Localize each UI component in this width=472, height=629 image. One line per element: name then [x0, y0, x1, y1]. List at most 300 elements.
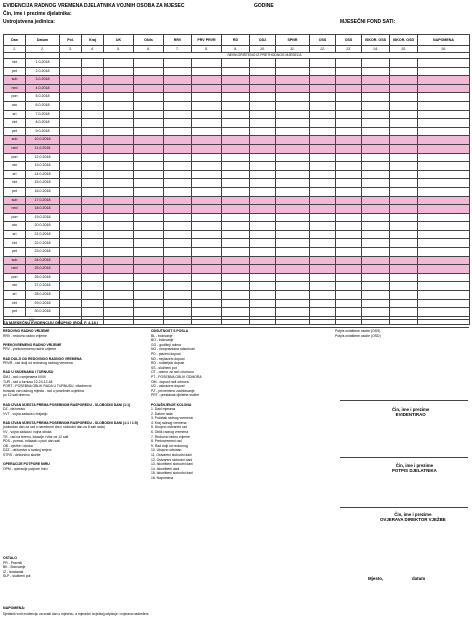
entry-cell[interactable]	[362, 136, 390, 145]
entry-cell[interactable]	[164, 308, 192, 317]
entry-cell[interactable]	[134, 196, 164, 205]
entry-cell[interactable]	[134, 84, 164, 93]
entry-cell[interactable]	[362, 196, 390, 205]
entry-cell[interactable]	[310, 153, 336, 162]
entry-cell[interactable]	[222, 239, 250, 248]
entry-cell[interactable]	[390, 239, 418, 248]
entry-cell[interactable]	[336, 84, 362, 93]
entry-cell[interactable]	[164, 170, 192, 179]
entry-cell[interactable]	[310, 101, 336, 110]
entry-cell[interactable]	[362, 170, 390, 179]
entry-cell[interactable]	[276, 248, 310, 257]
entry-cell[interactable]	[82, 222, 104, 231]
entry-cell[interactable]	[418, 205, 470, 214]
entry-cell[interactable]	[336, 308, 362, 317]
entry-cell[interactable]	[390, 205, 418, 214]
entry-cell[interactable]	[390, 256, 418, 265]
entry-cell[interactable]	[362, 119, 390, 128]
entry-cell[interactable]	[164, 248, 192, 257]
entry-cell[interactable]	[336, 205, 362, 214]
entry-cell[interactable]	[418, 213, 470, 222]
entry-cell[interactable]	[418, 248, 470, 257]
entry-cell[interactable]	[82, 84, 104, 93]
entry-cell[interactable]	[310, 196, 336, 205]
entry-cell[interactable]	[276, 76, 310, 85]
entry-cell[interactable]	[310, 291, 336, 300]
entry-cell[interactable]	[104, 179, 134, 188]
entry-cell[interactable]	[60, 230, 82, 239]
entry-cell[interactable]	[276, 144, 310, 153]
entry-cell[interactable]	[336, 256, 362, 265]
entry-cell[interactable]	[192, 67, 222, 76]
entry-cell[interactable]	[362, 187, 390, 196]
entry-cell[interactable]	[418, 196, 470, 205]
entry-cell[interactable]	[192, 291, 222, 300]
entry-cell[interactable]	[164, 84, 192, 93]
entry-cell[interactable]	[418, 282, 470, 291]
entry-cell[interactable]	[192, 179, 222, 188]
entry-cell[interactable]	[222, 144, 250, 153]
entry-cell[interactable]	[134, 299, 164, 308]
entry-cell[interactable]	[192, 273, 222, 282]
entry-cell[interactable]	[82, 256, 104, 265]
entry-cell[interactable]	[222, 110, 250, 119]
entry-cell[interactable]	[82, 162, 104, 171]
entry-cell[interactable]	[276, 119, 310, 128]
entry-cell[interactable]	[418, 76, 470, 85]
entry-cell[interactable]	[222, 196, 250, 205]
entry-cell[interactable]	[250, 59, 276, 68]
entry-cell[interactable]	[104, 162, 134, 171]
entry-cell[interactable]	[164, 299, 192, 308]
entry-cell[interactable]	[250, 308, 276, 317]
entry-cell[interactable]	[276, 127, 310, 136]
entry-cell[interactable]	[104, 84, 134, 93]
entry-cell[interactable]	[336, 282, 362, 291]
entry-cell[interactable]	[390, 136, 418, 145]
entry-cell[interactable]	[418, 179, 470, 188]
entry-cell[interactable]	[222, 101, 250, 110]
entry-cell[interactable]	[60, 213, 82, 222]
entry-cell[interactable]	[222, 282, 250, 291]
entry-cell[interactable]	[310, 248, 336, 257]
entry-cell[interactable]	[104, 196, 134, 205]
entry-cell[interactable]	[222, 67, 250, 76]
entry-cell[interactable]	[134, 256, 164, 265]
entry-cell[interactable]	[82, 67, 104, 76]
entry-cell[interactable]	[310, 93, 336, 102]
entry-cell[interactable]	[164, 119, 192, 128]
entry-cell[interactable]	[362, 93, 390, 102]
entry-cell[interactable]	[250, 291, 276, 300]
entry-cell[interactable]	[310, 119, 336, 128]
entry-cell[interactable]	[336, 248, 362, 257]
entry-cell[interactable]	[104, 205, 134, 214]
entry-cell[interactable]	[276, 222, 310, 231]
entry-cell[interactable]	[134, 187, 164, 196]
entry-cell[interactable]	[250, 239, 276, 248]
entry-cell[interactable]	[310, 127, 336, 136]
entry-cell[interactable]	[418, 136, 470, 145]
entry-cell[interactable]	[60, 196, 82, 205]
entry-cell[interactable]	[310, 59, 336, 68]
entry-cell[interactable]	[222, 291, 250, 300]
entry-cell[interactable]	[390, 67, 418, 76]
entry-cell[interactable]	[104, 170, 134, 179]
entry-cell[interactable]	[276, 170, 310, 179]
entry-cell[interactable]	[362, 222, 390, 231]
entry-cell[interactable]	[336, 93, 362, 102]
entry-cell[interactable]	[104, 101, 134, 110]
entry-cell[interactable]	[336, 299, 362, 308]
entry-cell[interactable]	[390, 144, 418, 153]
entry-cell[interactable]	[82, 248, 104, 257]
entry-cell[interactable]	[310, 205, 336, 214]
entry-cell[interactable]	[310, 230, 336, 239]
entry-cell[interactable]	[60, 144, 82, 153]
entry-cell[interactable]	[310, 256, 336, 265]
entry-cell[interactable]	[418, 170, 470, 179]
entry-cell[interactable]	[134, 136, 164, 145]
entry-cell[interactable]	[250, 230, 276, 239]
entry-cell[interactable]	[362, 256, 390, 265]
entry-cell[interactable]	[104, 299, 134, 308]
entry-cell[interactable]	[60, 101, 82, 110]
entry-cell[interactable]	[276, 93, 310, 102]
entry-cell[interactable]	[418, 84, 470, 93]
entry-cell[interactable]	[418, 153, 470, 162]
entry-cell[interactable]	[336, 119, 362, 128]
entry-cell[interactable]	[418, 265, 470, 274]
entry-cell[interactable]	[134, 59, 164, 68]
entry-cell[interactable]	[82, 153, 104, 162]
entry-cell[interactable]	[336, 59, 362, 68]
entry-cell[interactable]	[276, 162, 310, 171]
entry-cell[interactable]	[390, 213, 418, 222]
entry-cell[interactable]	[362, 59, 390, 68]
entry-cell[interactable]	[192, 265, 222, 274]
entry-cell[interactable]	[336, 187, 362, 196]
entry-cell[interactable]	[164, 76, 192, 85]
entry-cell[interactable]	[82, 101, 104, 110]
entry-cell[interactable]	[250, 110, 276, 119]
entry-cell[interactable]	[336, 136, 362, 145]
entry-cell[interactable]	[250, 205, 276, 214]
entry-cell[interactable]	[310, 67, 336, 76]
entry-cell[interactable]	[276, 213, 310, 222]
entry-cell[interactable]	[192, 101, 222, 110]
entry-cell[interactable]	[250, 136, 276, 145]
entry-cell[interactable]	[418, 67, 470, 76]
entry-cell[interactable]	[82, 144, 104, 153]
entry-cell[interactable]	[164, 127, 192, 136]
entry-cell[interactable]	[336, 222, 362, 231]
entry-cell[interactable]	[104, 76, 134, 85]
entry-cell[interactable]	[336, 273, 362, 282]
entry-cell[interactable]	[60, 282, 82, 291]
entry-cell[interactable]	[390, 291, 418, 300]
entry-cell[interactable]	[336, 76, 362, 85]
entry-cell[interactable]	[104, 248, 134, 257]
entry-cell[interactable]	[60, 273, 82, 282]
entry-cell[interactable]	[362, 67, 390, 76]
entry-cell[interactable]	[362, 179, 390, 188]
entry-cell[interactable]	[362, 308, 390, 317]
entry-cell[interactable]	[164, 205, 192, 214]
entry-cell[interactable]	[192, 110, 222, 119]
entry-cell[interactable]	[104, 110, 134, 119]
entry-cell[interactable]	[390, 84, 418, 93]
entry-cell[interactable]	[164, 196, 192, 205]
entry-cell[interactable]	[390, 308, 418, 317]
entry-cell[interactable]	[336, 101, 362, 110]
entry-cell[interactable]	[418, 119, 470, 128]
entry-cell[interactable]	[250, 119, 276, 128]
entry-cell[interactable]	[390, 93, 418, 102]
entry-cell[interactable]	[362, 162, 390, 171]
entry-cell[interactable]	[310, 179, 336, 188]
entry-cell[interactable]	[390, 153, 418, 162]
entry-cell[interactable]	[192, 230, 222, 239]
entry-cell[interactable]	[276, 110, 310, 119]
entry-cell[interactable]	[104, 127, 134, 136]
entry-cell[interactable]	[390, 119, 418, 128]
entry-cell[interactable]	[250, 222, 276, 231]
entry-cell[interactable]	[336, 196, 362, 205]
entry-cell[interactable]	[164, 162, 192, 171]
entry-cell[interactable]	[192, 144, 222, 153]
entry-cell[interactable]	[390, 162, 418, 171]
entry-cell[interactable]	[418, 299, 470, 308]
entry-cell[interactable]	[250, 170, 276, 179]
entry-cell[interactable]	[250, 93, 276, 102]
entry-cell[interactable]	[336, 230, 362, 239]
entry-cell[interactable]	[222, 59, 250, 68]
entry-cell[interactable]	[164, 187, 192, 196]
entry-cell[interactable]	[336, 153, 362, 162]
entry-cell[interactable]	[222, 84, 250, 93]
entry-cell[interactable]	[192, 196, 222, 205]
entry-cell[interactable]	[250, 248, 276, 257]
entry-cell[interactable]	[418, 291, 470, 300]
entry-cell[interactable]	[164, 265, 192, 274]
entry-cell[interactable]	[222, 179, 250, 188]
entry-cell[interactable]	[60, 110, 82, 119]
entry-cell[interactable]	[82, 170, 104, 179]
entry-cell[interactable]	[390, 248, 418, 257]
entry-cell[interactable]	[82, 187, 104, 196]
entry-cell[interactable]	[276, 291, 310, 300]
entry-cell[interactable]	[250, 127, 276, 136]
entry-cell[interactable]	[60, 170, 82, 179]
entry-cell[interactable]	[250, 84, 276, 93]
entry-cell[interactable]	[222, 273, 250, 282]
entry-cell[interactable]	[418, 127, 470, 136]
entry-cell[interactable]	[82, 291, 104, 300]
entry-cell[interactable]	[164, 291, 192, 300]
entry-cell[interactable]	[104, 153, 134, 162]
entry-cell[interactable]	[134, 93, 164, 102]
entry-cell[interactable]	[134, 101, 164, 110]
entry-cell[interactable]	[104, 93, 134, 102]
entry-cell[interactable]	[60, 162, 82, 171]
entry-cell[interactable]	[104, 308, 134, 317]
entry-cell[interactable]	[276, 205, 310, 214]
entry-cell[interactable]	[250, 101, 276, 110]
entry-cell[interactable]	[418, 110, 470, 119]
entry-cell[interactable]	[250, 213, 276, 222]
entry-cell[interactable]	[276, 196, 310, 205]
entry-cell[interactable]	[134, 119, 164, 128]
entry-cell[interactable]	[250, 67, 276, 76]
entry-cell[interactable]	[390, 59, 418, 68]
entry-cell[interactable]	[276, 179, 310, 188]
entry-cell[interactable]	[104, 144, 134, 153]
entry-cell[interactable]	[104, 273, 134, 282]
entry-cell[interactable]	[276, 59, 310, 68]
entry-cell[interactable]	[310, 273, 336, 282]
entry-cell[interactable]	[276, 273, 310, 282]
entry-cell[interactable]	[192, 248, 222, 257]
entry-cell[interactable]	[192, 205, 222, 214]
entry-cell[interactable]	[310, 76, 336, 85]
entry-cell[interactable]	[60, 84, 82, 93]
entry-cell[interactable]	[390, 282, 418, 291]
entry-cell[interactable]	[276, 239, 310, 248]
entry-cell[interactable]	[362, 153, 390, 162]
entry-cell[interactable]	[310, 222, 336, 231]
entry-cell[interactable]	[310, 170, 336, 179]
entry-cell[interactable]	[192, 222, 222, 231]
entry-cell[interactable]	[134, 153, 164, 162]
entry-cell[interactable]	[104, 256, 134, 265]
entry-cell[interactable]	[250, 265, 276, 274]
entry-cell[interactable]	[164, 153, 192, 162]
entry-cell[interactable]	[164, 230, 192, 239]
entry-cell[interactable]	[60, 187, 82, 196]
entry-cell[interactable]	[222, 222, 250, 231]
entry-cell[interactable]	[310, 308, 336, 317]
entry-cell[interactable]	[192, 239, 222, 248]
entry-cell[interactable]	[60, 153, 82, 162]
entry-cell[interactable]	[222, 299, 250, 308]
entry-cell[interactable]	[104, 282, 134, 291]
entry-cell[interactable]	[250, 187, 276, 196]
entry-cell[interactable]	[192, 93, 222, 102]
entry-cell[interactable]	[104, 265, 134, 274]
entry-cell[interactable]	[390, 76, 418, 85]
entry-cell[interactable]	[82, 230, 104, 239]
entry-cell[interactable]	[390, 196, 418, 205]
entry-cell[interactable]	[250, 162, 276, 171]
entry-cell[interactable]	[104, 67, 134, 76]
entry-cell[interactable]	[390, 273, 418, 282]
entry-cell[interactable]	[336, 162, 362, 171]
entry-cell[interactable]	[362, 291, 390, 300]
entry-cell[interactable]	[104, 187, 134, 196]
entry-cell[interactable]	[310, 144, 336, 153]
entry-cell[interactable]	[362, 84, 390, 93]
entry-cell[interactable]	[336, 265, 362, 274]
entry-cell[interactable]	[60, 248, 82, 257]
entry-cell[interactable]	[310, 213, 336, 222]
entry-cell[interactable]	[134, 205, 164, 214]
entry-cell[interactable]	[134, 179, 164, 188]
entry-cell[interactable]	[60, 93, 82, 102]
entry-cell[interactable]	[276, 265, 310, 274]
entry-cell[interactable]	[222, 162, 250, 171]
entry-cell[interactable]	[362, 213, 390, 222]
entry-cell[interactable]	[82, 205, 104, 214]
entry-cell[interactable]	[82, 299, 104, 308]
entry-cell[interactable]	[164, 144, 192, 153]
entry-cell[interactable]	[82, 308, 104, 317]
entry-cell[interactable]	[192, 213, 222, 222]
entry-cell[interactable]	[82, 76, 104, 85]
entry-cell[interactable]	[250, 299, 276, 308]
entry-cell[interactable]	[310, 162, 336, 171]
entry-cell[interactable]	[222, 265, 250, 274]
entry-cell[interactable]	[134, 265, 164, 274]
entry-cell[interactable]	[250, 273, 276, 282]
entry-cell[interactable]	[104, 213, 134, 222]
entry-cell[interactable]	[60, 76, 82, 85]
entry-cell[interactable]	[134, 230, 164, 239]
entry-cell[interactable]	[362, 282, 390, 291]
entry-cell[interactable]	[192, 256, 222, 265]
entry-cell[interactable]	[164, 93, 192, 102]
entry-cell[interactable]	[60, 136, 82, 145]
entry-cell[interactable]	[134, 162, 164, 171]
entry-cell[interactable]	[310, 239, 336, 248]
entry-cell[interactable]	[60, 179, 82, 188]
entry-cell[interactable]	[250, 144, 276, 153]
entry-cell[interactable]	[60, 265, 82, 274]
entry-cell[interactable]	[82, 93, 104, 102]
entry-cell[interactable]	[222, 170, 250, 179]
entry-cell[interactable]	[276, 84, 310, 93]
entry-cell[interactable]	[276, 230, 310, 239]
entry-cell[interactable]	[104, 239, 134, 248]
entry-cell[interactable]	[276, 67, 310, 76]
entry-cell[interactable]	[418, 187, 470, 196]
entry-cell[interactable]	[134, 170, 164, 179]
entry-cell[interactable]	[134, 248, 164, 257]
entry-cell[interactable]	[164, 67, 192, 76]
entry-cell[interactable]	[390, 101, 418, 110]
entry-cell[interactable]	[82, 110, 104, 119]
entry-cell[interactable]	[192, 84, 222, 93]
entry-cell[interactable]	[60, 59, 82, 68]
entry-cell[interactable]	[192, 127, 222, 136]
entry-cell[interactable]	[336, 170, 362, 179]
entry-cell[interactable]	[250, 256, 276, 265]
entry-cell[interactable]	[164, 239, 192, 248]
entry-cell[interactable]	[362, 110, 390, 119]
entry-cell[interactable]	[418, 239, 470, 248]
entry-cell[interactable]	[164, 222, 192, 231]
entry-cell[interactable]	[362, 127, 390, 136]
entry-cell[interactable]	[390, 187, 418, 196]
entry-cell[interactable]	[192, 308, 222, 317]
entry-cell[interactable]	[82, 179, 104, 188]
entry-cell[interactable]	[60, 308, 82, 317]
entry-cell[interactable]	[222, 76, 250, 85]
entry-cell[interactable]	[276, 299, 310, 308]
entry-cell[interactable]	[222, 136, 250, 145]
entry-cell[interactable]	[104, 230, 134, 239]
entry-cell[interactable]	[362, 205, 390, 214]
